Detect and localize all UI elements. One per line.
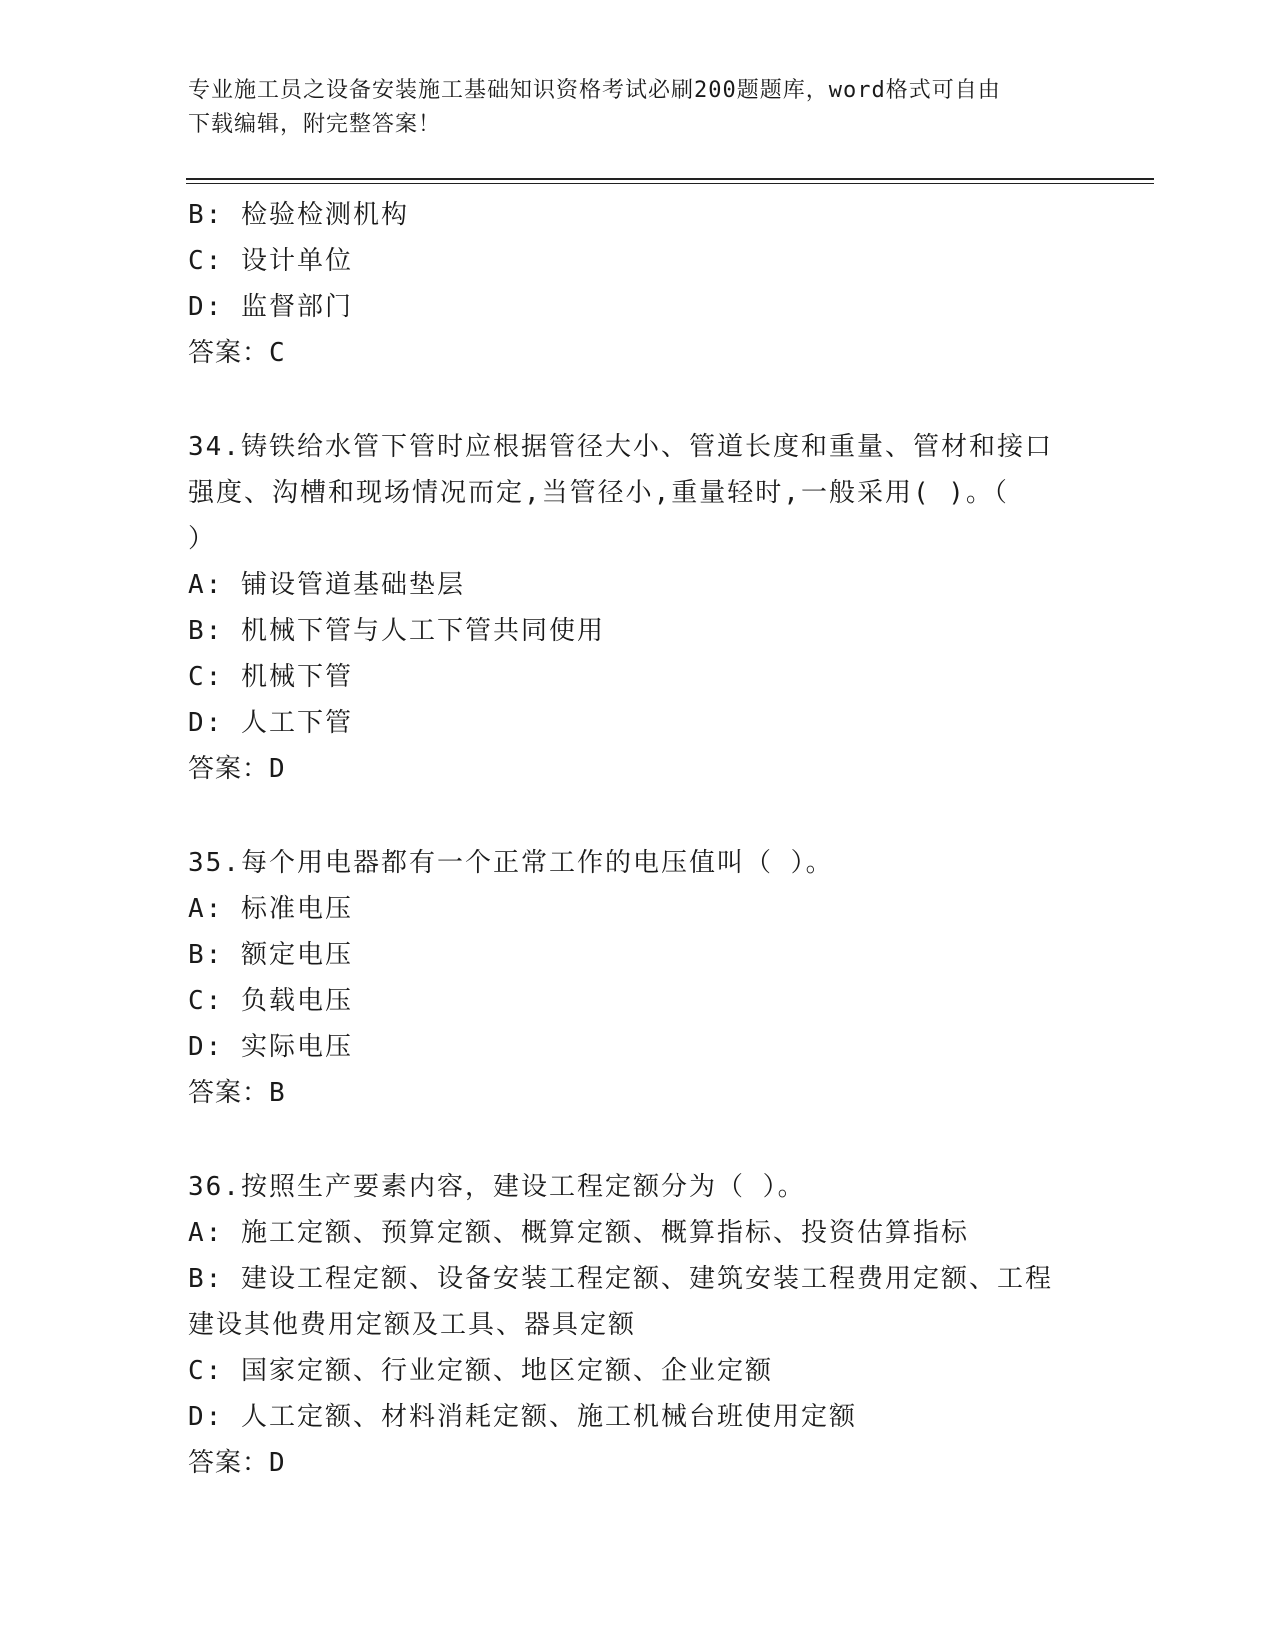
question-stem-line: ） <box>188 524 217 554</box>
option-b: B: 检验检测机构 <box>188 200 409 230</box>
option-d: D: 人工定额、材料消耗定额、施工机械台班使用定额 <box>188 1402 857 1432</box>
option-d: D: 实际电压 <box>188 1032 353 1062</box>
answer-line: 答案：D <box>188 754 286 784</box>
header-line-2: 下载编辑，附完整答案！ <box>188 112 442 137</box>
option-b: B: 建设工程定额、设备安装工程定额、建筑安装工程费用定额、工程 <box>188 1264 1053 1294</box>
question-stem-line: 强度、沟槽和现场情况而定,当管径小,重量轻时,一般采用( )。（ <box>188 478 1009 508</box>
option-a: A: 标准电压 <box>188 894 353 924</box>
question-33-tail <box>188 192 1088 376</box>
option-d: D: 人工下管 <box>188 708 353 738</box>
option-c: C: 负载电压 <box>188 986 353 1016</box>
question-stem-line: 36.按照生产要素内容，建设工程定额分为（ ）。 <box>188 1172 806 1202</box>
option-c: C: 设计单位 <box>188 246 353 276</box>
header-divider-thick <box>186 178 1154 180</box>
question-list <box>188 192 1088 1486</box>
option-d: D: 监督部门 <box>188 292 353 322</box>
option-b: B: 额定电压 <box>188 940 353 970</box>
answer-line: 答案：B <box>188 1078 286 1108</box>
question-stem-line: 35.每个用电器都有一个正常工作的电压值叫（ ）。 <box>188 848 834 878</box>
question-stem-line: 34.铸铁给水管下管时应根据管径大小、管道长度和重量、管材和接口 <box>188 432 1053 462</box>
option-b: B: 机械下管与人工下管共同使用 <box>188 616 605 646</box>
header-divider-thin <box>186 183 1154 184</box>
option-c: C: 国家定额、行业定额、地区定额、企业定额 <box>188 1356 773 1386</box>
question-36 <box>188 1164 1088 1486</box>
option-a: A: 铺设管道基础垫层 <box>188 570 465 600</box>
question-34 <box>188 424 1088 792</box>
option-c: C: 机械下管 <box>188 662 353 692</box>
option-b-continued: 建设其他费用定额及工具、器具定额 <box>188 1310 637 1340</box>
question-35 <box>188 840 1088 1116</box>
option-a: A: 施工定额、预算定额、概算定额、概算指标、投资估算指标 <box>188 1218 969 1248</box>
answer-line: 答案：C <box>188 338 286 368</box>
answer-line: 答案：D <box>188 1448 286 1478</box>
header-line-1: 专业施工员之设备安装施工基础知识资格考试必刷200题题库，word格式可自由 <box>188 78 1001 103</box>
document-header <box>188 74 1088 142</box>
